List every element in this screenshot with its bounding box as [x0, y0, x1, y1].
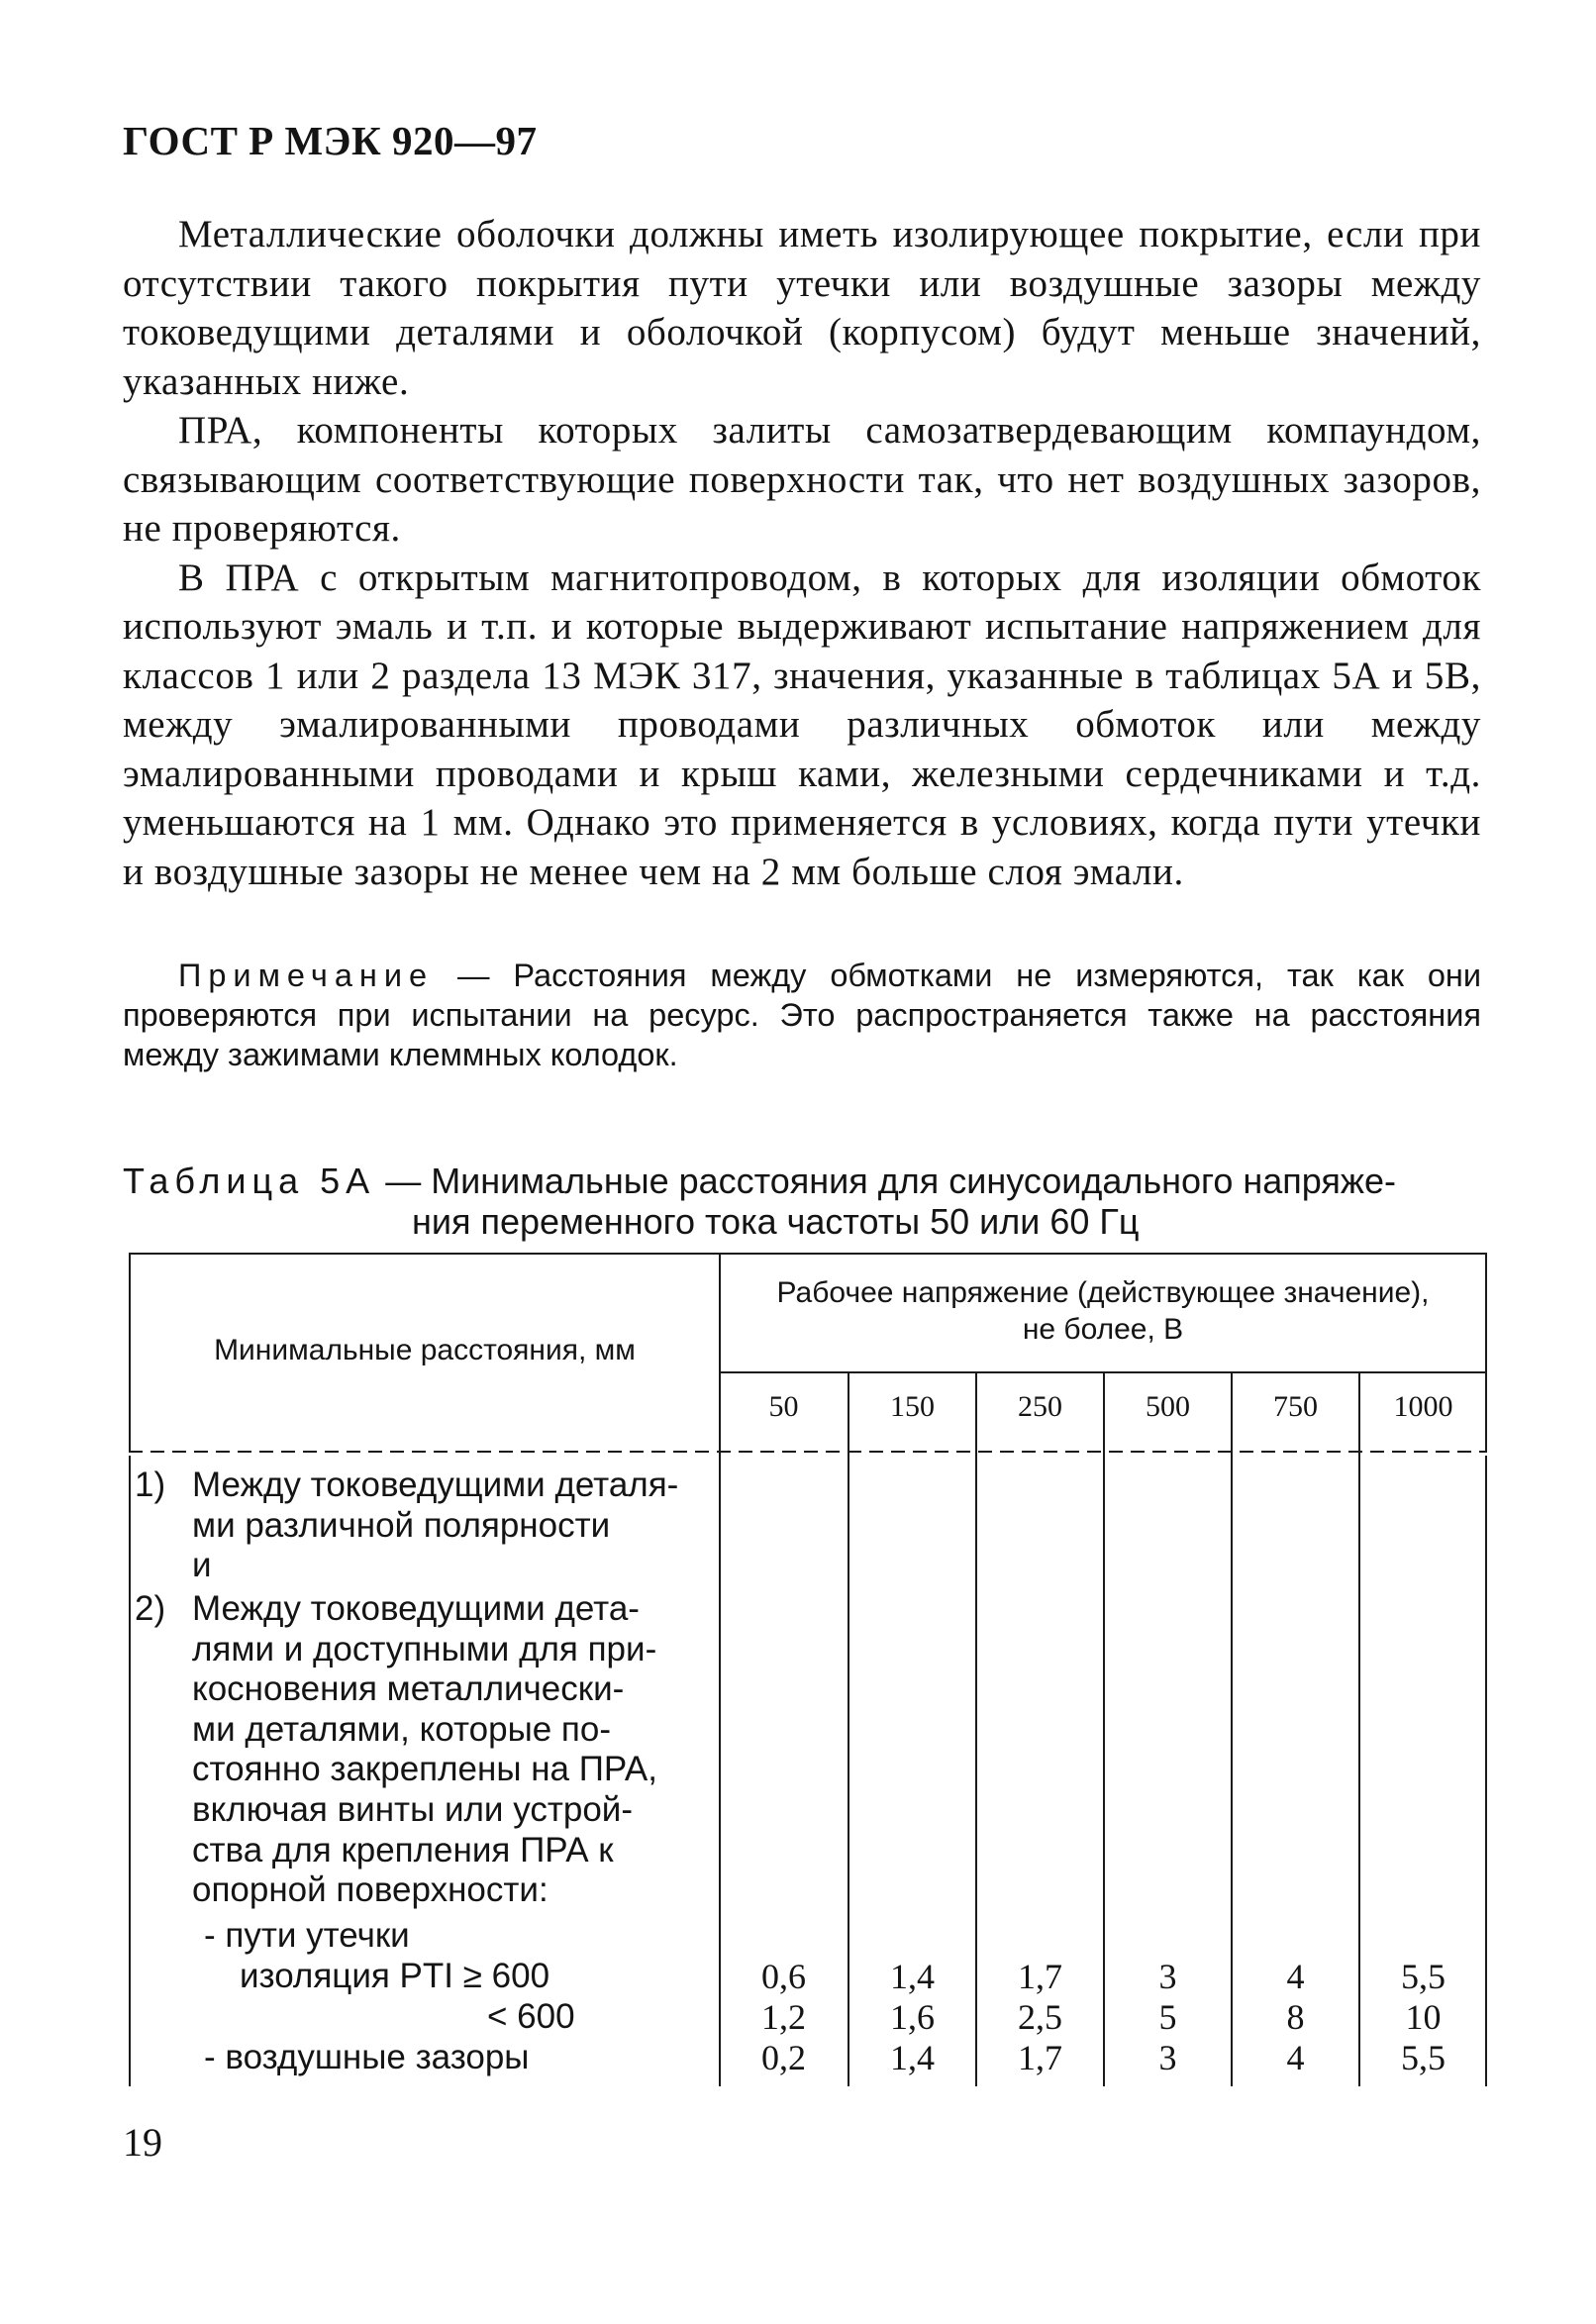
- row-line: Между токоведущими дета-: [192, 1589, 640, 1628]
- table-cell: 5,5: [1401, 2038, 1446, 2077]
- table-cell: 1,7: [1018, 2038, 1062, 2077]
- voltage-header: 250: [1018, 1390, 1062, 1423]
- table-cell: 1,4: [890, 2038, 935, 2077]
- table-cell: 3: [1158, 1957, 1177, 1996]
- voltage-header: 50: [768, 1390, 799, 1423]
- table-cell: 4: [1286, 1957, 1305, 1996]
- table-header-right-line2: не более, В: [1022, 1313, 1184, 1346]
- row-line: Между токоведущими деталя-: [192, 1465, 679, 1504]
- table-cell: 8: [1286, 1997, 1305, 2037]
- row-text: [192, 1589, 719, 1911]
- table-caption-line2: ния переменного тока частоты 50 или 60 Гц: [412, 1201, 1140, 1242]
- table-caption-label: Таблица 5А: [123, 1161, 376, 1201]
- row-line: ства для крепления ПРА к: [192, 1830, 614, 1869]
- paragraph: В ПРА с открытым магнитопроводом, в которых для изоляции обмоток используют эмаль и т.п. и которые выдерживают испытание напряжением для классов 1 или 2 раздела 13 МЭК 317, значения, указанные в таблицах 5А и 5В, между эмалированными проводами различных обмоток или между эмалированными проводами и крыш ками, железными сердечниками и т.д. уменьшаются на 1 мм. Однако это применяется в условиях, когда пути утечки и воздушные зазоры не менее чем на 2 мм больше слоя эмали.: [123, 556, 1481, 893]
- table-cell: 10: [1405, 1997, 1442, 2037]
- table-cell: 1,4: [890, 1957, 935, 1996]
- row-line: опорной поверхности:: [192, 1870, 549, 1910]
- note-lead: Примечание: [178, 958, 435, 993]
- note-text: — Расстояния между обмотками не измеряются, так как они проверяются при испытании на ресурс. Это распространяется также на расстояния между зажимами клеммных колодок.: [123, 958, 1481, 1072]
- table-header-rule: [719, 1371, 1487, 1373]
- voltage-header: 150: [890, 1390, 935, 1423]
- table-cell: 2,5: [1018, 1997, 1062, 2037]
- table-cell: 5: [1158, 1997, 1177, 2037]
- creepage-label: - пути утечки: [204, 1916, 410, 1955]
- row-line: включая винты или устрой-: [192, 1789, 633, 1829]
- table-cell: 1,6: [890, 1997, 935, 2037]
- table-left-rule-body: [129, 1456, 131, 2086]
- paragraph: Металлические оболочки должны иметь изолирующее покрытие, если при отсутствии такого покрытия пути утечки или воздушные зазоры между токоведущими деталями и оболочкой (корпусом) будут меньше значений, указанных ниже.: [123, 213, 1481, 403]
- table-cell: 3: [1158, 2038, 1177, 2077]
- row-line: лями и доступными для при-: [192, 1629, 657, 1668]
- table-cell: 1,7: [1018, 1957, 1062, 1996]
- table-cell: 1,2: [761, 1997, 806, 2037]
- row-line: ми различной полярности: [192, 1505, 611, 1545]
- pti-lt-label: < 600: [487, 1997, 575, 2036]
- table-header-bottom-rule: [129, 1451, 1487, 1453]
- table-header-right-line1: Рабочее напряжение (действующее значение),: [776, 1276, 1430, 1309]
- document-header: ГОСТ Р МЭК 920—97: [123, 118, 538, 163]
- table-caption: [123, 1161, 1481, 1242]
- table-caption-line1: — Минимальные расстояния для синусоидального напряже-: [375, 1161, 1397, 1201]
- row-line: стоянно закреплены на ПРА,: [192, 1750, 657, 1789]
- paragraph: ПРА, компоненты которых залиты самозатвердевающим компаундом, связывающим соответствующие поверхности так, что нет воздушных зазоров, не проверяются.: [123, 409, 1481, 550]
- row-line: косновения металлически-: [192, 1669, 625, 1709]
- row-number: 2): [135, 1589, 166, 1628]
- voltage-header: 1000: [1393, 1390, 1453, 1423]
- table-cell: 0,2: [761, 2038, 806, 2077]
- clearance-label: - воздушные зазоры: [204, 2038, 530, 2076]
- note: [123, 956, 1481, 1074]
- table-header-left: Минимальные расстояния, мм: [214, 1334, 636, 1366]
- voltage-header: 500: [1146, 1390, 1190, 1423]
- table-cell: 4: [1286, 2038, 1305, 2077]
- voltage-header: 750: [1273, 1390, 1318, 1423]
- table-cell: 5,5: [1401, 1957, 1446, 1996]
- table-header-right: [721, 1274, 1485, 1348]
- pti-ge-label: изоляция PTI ≥ 600: [240, 1957, 550, 1995]
- row-line: и: [192, 1546, 212, 1585]
- page-number: 19: [123, 2120, 162, 2165]
- table-cell: 0,6: [761, 1957, 806, 1996]
- body-text: [123, 210, 1481, 896]
- row-line: ми деталями, которые по-: [192, 1709, 611, 1749]
- row-number: 1): [135, 1465, 166, 1504]
- row-text: [192, 1465, 719, 1586]
- table-top-rule: [129, 1253, 1487, 1255]
